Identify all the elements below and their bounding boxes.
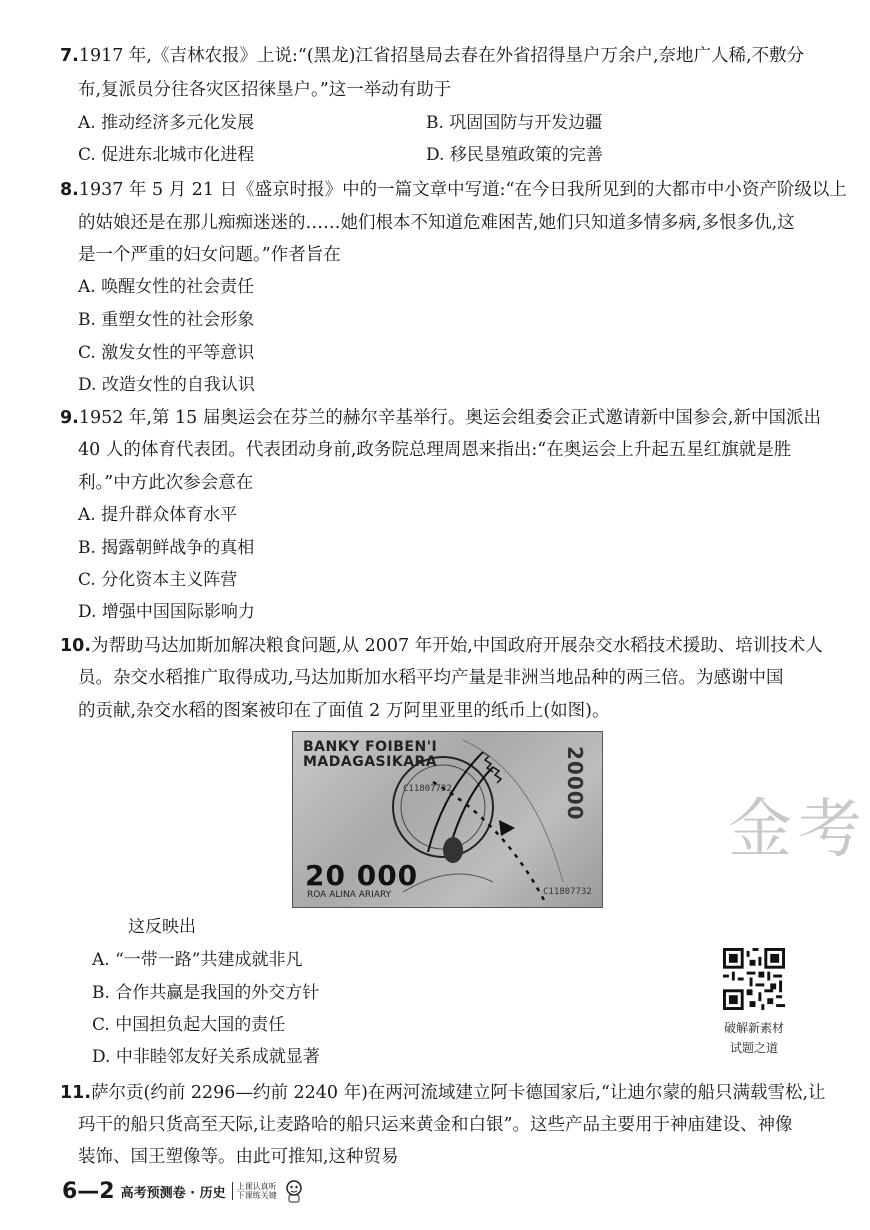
page-number: 6—2 — [62, 1178, 115, 1204]
question-number: 7. — [60, 46, 79, 66]
exam-title: 高考预测卷 · 历史 — [120, 1185, 226, 1201]
question-11-line-3: 装饰、国王塑像等。由此可推知,这种贸易 — [78, 1147, 399, 1167]
slogan-line-2: 下课练关键 — [236, 1191, 277, 1200]
question-11-line-1 — [60, 1080, 826, 1106]
question-10-stem: 这反映出 — [128, 917, 196, 937]
qr-caption — [708, 1018, 800, 1058]
qr-caption-line-2: 试题之道 — [729, 1041, 778, 1055]
question-8-line-3: 是一个严重的妇女问题。”作者旨在 — [78, 245, 341, 265]
option-b[interactable]: B. 巩固国防与开发边疆 — [426, 113, 603, 133]
question-10-line-2: 员。杂交水稻推广取得成功,马达加斯加水稻平均产量是非洲当地品种的两三倍。为感谢中国 — [78, 668, 784, 688]
question-number: 9. — [60, 408, 79, 428]
banknote-vertical-value: 20000 — [563, 746, 587, 821]
question-8-line-1 — [60, 177, 847, 203]
footer-slogan — [232, 1182, 277, 1200]
option-a[interactable]: A. 提升群众体育水平 — [78, 505, 238, 525]
question-8-line-2: 的姑娘还是在那儿痴痴迷迷的……她们根本不知道危难困苦,她们只知道多情多病,多恨多仇,这 — [78, 213, 795, 233]
question-7-line-2: 布,复派员分往各灾区招徕垦户。”这一举动有助于 — [78, 80, 452, 100]
banknote-serial-1: C11807732 — [403, 784, 452, 794]
option-a[interactable]: A. 推动经济多元化发展 — [78, 113, 255, 133]
option-a[interactable]: A. “一带一路”共建成就非凡 — [92, 950, 303, 970]
question-10-line-3: 的贡献,杂交水稻的图案被印在了面值 2 万阿里亚里的纸币上(如图)。 — [78, 701, 610, 721]
banknote-value: 20 000 — [305, 859, 419, 892]
question-number: 11. — [60, 1083, 92, 1103]
option-a[interactable]: A. 唤醒女性的社会责任 — [78, 277, 255, 297]
option-c[interactable]: C. 分化资本主义阵营 — [78, 570, 238, 590]
slogan-line-1: 上课认真听 — [236, 1182, 277, 1191]
option-c[interactable]: C. 激发女性的平等意识 — [78, 343, 255, 363]
option-d[interactable]: D. 改造女性的自我认识 — [78, 375, 255, 395]
question-number: 10. — [60, 636, 92, 656]
question-text: 为帮助马达加斯加解决粮食问题,从 2007 年开始,中国政府开展杂交水稻技术援助、培训技术人 — [91, 636, 823, 656]
option-b[interactable]: B. 合作共赢是我国的外交方针 — [92, 983, 320, 1003]
option-b[interactable]: B. 揭露朝鲜战争的真相 — [78, 538, 255, 558]
option-d[interactable]: D. 移民垦殖政策的完善 — [426, 145, 603, 165]
banknote-image — [292, 731, 603, 908]
option-c[interactable]: C. 中国担负起大国的责任 — [92, 1015, 286, 1035]
qr-code-icon[interactable] — [723, 948, 785, 1010]
qr-caption-line-1: 破解新素材 — [723, 1021, 784, 1035]
question-text: 1952 年,第 15 届奥运会在芬兰的赫尔辛基举行。奥运会组委会正式邀请新中国参会,新中国派出 — [78, 408, 821, 428]
question-10-line-1 — [60, 633, 823, 659]
page-footer — [62, 1176, 305, 1206]
question-7-line-1 — [60, 43, 804, 69]
option-c[interactable]: C. 促进东北城市化进程 — [78, 145, 255, 165]
question-number: 8. — [60, 180, 79, 200]
watermark: 金考 — [728, 793, 868, 867]
banknote-bank-name: BANKY FOIBEN'I MADAGASIKARA — [303, 739, 438, 770]
option-d[interactable]: D. 中非睦邻友好关系成就显著 — [92, 1047, 320, 1067]
option-d[interactable]: D. 增强中国国际影响力 — [78, 602, 255, 622]
question-9-line-1 — [60, 405, 821, 431]
question-11-line-2: 玛干的船只货高至天际,让麦路哈的船只运来黄金和白银”。这些产品主要用于神庙建设、神像 — [78, 1115, 793, 1135]
mascot-icon — [283, 1179, 305, 1203]
question-9-line-2: 40 人的体育代表团。代表团动身前,政务院总理周恩来指出:“在奥运会上升起五星红旗就是胜 — [78, 440, 792, 460]
question-9-line-3: 利。”中方此次参会意在 — [78, 473, 254, 493]
question-text: 1937 年 5 月 21 日《盛京时报》中的一篇文章中写道:“在今日我所见到的大都市中小资产阶级以上 — [78, 180, 847, 200]
question-text: 1917 年,《吉林农报》上说:“(黑龙)江省招垦局去春在外省招得垦户万余户,奈地广人稀,不敷分 — [78, 46, 805, 66]
question-text: 萨尔贡(约前 2296—约前 2240 年)在两河流域建立阿卡德国家后,“让迪尔蒙的船只满载雪松,让 — [91, 1083, 826, 1103]
option-b[interactable]: B. 重塑女性的社会形象 — [78, 310, 255, 330]
banknote-value-words: ROA ALINA ARIARY — [307, 890, 392, 900]
banknote-serial-2: C11807732 — [543, 887, 592, 897]
